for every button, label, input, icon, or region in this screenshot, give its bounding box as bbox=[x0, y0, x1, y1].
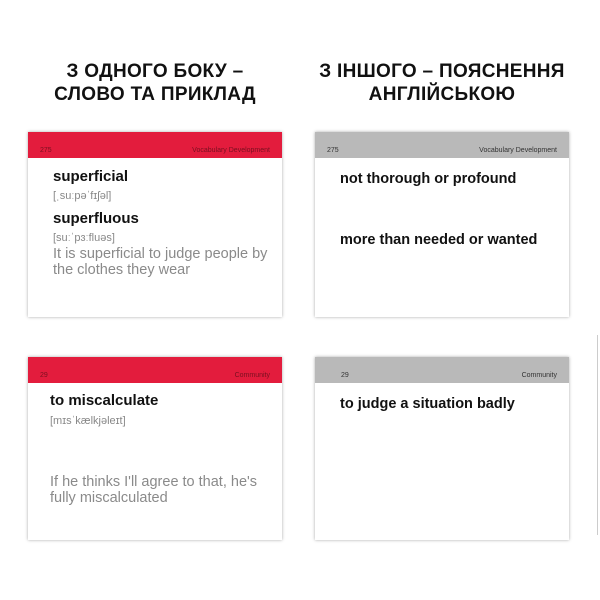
card-number: 275 bbox=[40, 147, 52, 154]
card-number: 29 bbox=[40, 372, 48, 379]
heading-line: СЛОВО ТА ПРИКЛАД bbox=[54, 84, 256, 105]
definition: more than needed or wanted bbox=[340, 232, 538, 248]
phonetic: [mɪsˈkælkjəleɪt] bbox=[50, 415, 126, 427]
card-topic: Vocabulary Development bbox=[192, 147, 270, 154]
card-topic: Community bbox=[234, 372, 270, 379]
card-header bbox=[28, 132, 282, 158]
definition: not thorough or profound bbox=[340, 171, 517, 187]
card-header bbox=[28, 357, 282, 383]
card-header bbox=[315, 132, 569, 158]
card-number: 275 bbox=[327, 147, 339, 154]
example-sentence: If he thinks I'll agree to that, he's fully miscalculated bbox=[50, 474, 258, 506]
heading-front bbox=[20, 60, 290, 106]
word: superfluous bbox=[53, 210, 139, 227]
word: superficial bbox=[53, 168, 129, 185]
card-topic: Community bbox=[521, 372, 557, 379]
phonetic: [suːˈpɜːfluəs] bbox=[53, 232, 115, 244]
flashcard-front-miscalculate bbox=[28, 357, 282, 540]
example-sentence: It is superficial to judge people by the clothes they wear bbox=[53, 246, 268, 278]
divider bbox=[597, 335, 598, 535]
heading-line: З ОДНОГО БОКУ – bbox=[66, 61, 244, 82]
flashcard-back-miscalculate bbox=[315, 357, 569, 540]
heading-line: АНГЛІЙСЬКОЮ bbox=[368, 84, 516, 105]
card-number: 29 bbox=[341, 372, 349, 379]
heading-line: З ІНШОГО – ПОЯСНЕННЯ bbox=[319, 61, 565, 82]
word: to miscalculate bbox=[50, 392, 159, 409]
phonetic: [ˌsuːpəˈfɪʃəl] bbox=[53, 190, 112, 202]
heading-back bbox=[307, 60, 577, 106]
flashcard-front-superficial bbox=[28, 132, 282, 317]
definition: to judge a situation badly bbox=[340, 396, 515, 412]
card-topic: Vocabulary Development bbox=[479, 147, 557, 154]
flashcard-back-superficial bbox=[315, 132, 569, 317]
card-header bbox=[315, 357, 569, 383]
